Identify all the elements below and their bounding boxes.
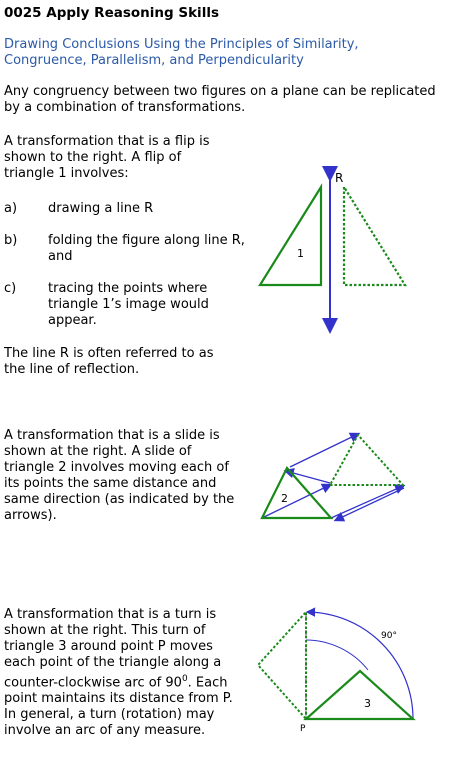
step-text: drawing a line R (48, 201, 154, 216)
triangle-1-label: 1 (297, 247, 304, 260)
step-label: c) (4, 281, 17, 296)
point-p-label: P (300, 724, 306, 734)
flip-description: A transformation that is a flip is shown to the right. A flip of triangle 1 involves: (4, 134, 210, 181)
reflection-note: The line R is often referred to as the line of reflection. (4, 346, 214, 377)
triangle-2-label: 2 (281, 492, 288, 505)
turn-text-before: A transformation that is a turn is shown at the right. This turn of triangle 3 around point P moves each point of the triangle along a counter-clockwise arc of 90 (4, 607, 222, 691)
triangle-3 (306, 671, 413, 719)
inner-arc (306, 640, 368, 670)
line-r-label: R (335, 171, 344, 185)
triangle-2 (262, 468, 331, 518)
step-label: b) (4, 233, 18, 248)
slide-arrow (331, 486, 403, 518)
angle-label: 90° (381, 631, 397, 641)
page-title: 0025 Apply Reasoning Skills (4, 5, 219, 21)
triangle-3-image (258, 612, 306, 719)
slide-arrow (290, 434, 358, 467)
triangle-1 (260, 187, 321, 285)
slide-arrow (336, 488, 404, 520)
slide-arrow (262, 485, 330, 518)
turn-text-after: . Each point maintains its distance from P. In general, a turn (rotation) may involve an arc of any measure. (4, 675, 233, 739)
slide-description: A transformation that is a slide is shown at the right. A slide of triangle 2 involves moving each of its points the same distance and same direction (as indicated by the arrows). (4, 428, 235, 523)
turn-figure (250, 600, 425, 740)
triangle-1-image (344, 187, 405, 285)
step-text: tracing the points where triangle 1’s image would appear. (48, 281, 209, 328)
degree-superscript: 0 (181, 674, 188, 684)
triangle-3-label: 3 (364, 697, 371, 710)
intro-paragraph: Any congruency between two figures on a plane can be replicated by a combination of transformations. (4, 84, 436, 115)
slide-figure (250, 425, 420, 530)
turn-description (4, 607, 244, 739)
page-subtitle: Drawing Conclusions Using the Principles of Similarity, Congruence, Parallelism, and Perpendicularity (4, 37, 359, 68)
step-text: folding the figure along line R, and (48, 233, 245, 264)
step-label: a) (4, 201, 18, 216)
flip-figure (250, 160, 420, 340)
